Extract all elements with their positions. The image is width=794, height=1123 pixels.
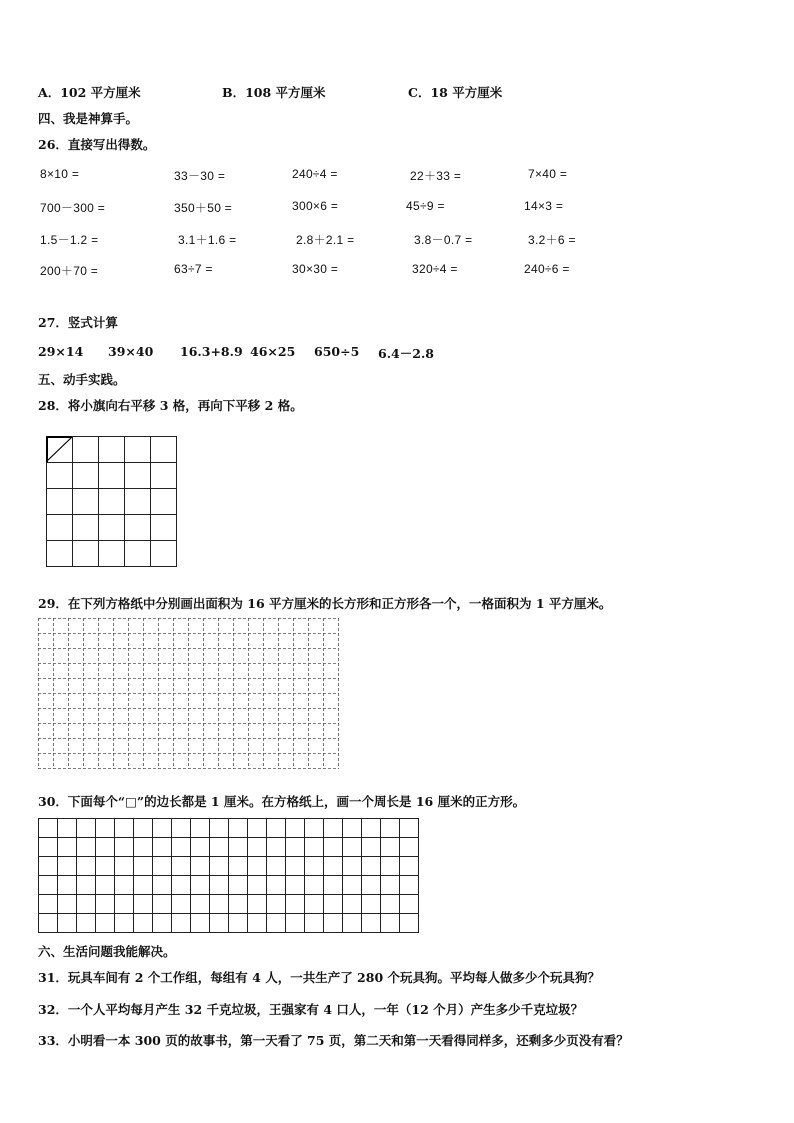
calc-item: 3.8－0.7 =	[414, 233, 473, 247]
q29-title: 29．在下列方格纸中分别画出面积为 16 平方厘米的长方形和正方形各一个，一格面积为 1 平方厘米。	[38, 596, 612, 611]
q33-text: 33．小明看一本 300 页的故事书，第一天看了 75 页，第二天和第一天看得同样多，还剩多少页没有看？	[38, 1033, 629, 1048]
flag-icon	[47, 437, 72, 462]
calc-item: 14×3 =	[524, 199, 564, 213]
section6-title: 六、生活问题我能解决。	[38, 944, 176, 959]
q28-grid-with-flag	[46, 436, 178, 568]
section5-title: 五、动手实践。	[38, 372, 126, 387]
calc-item: 700－300 =	[40, 201, 106, 215]
calc-item: 1.5－1.2 =	[40, 233, 99, 247]
q27-item: 16.3+8.9	[180, 344, 243, 359]
calc-item: 200＋70 =	[40, 264, 99, 278]
calc-item: 45÷9 =	[406, 199, 445, 213]
calc-item: 33－30 =	[174, 169, 226, 183]
calc-item: 300×6 =	[292, 199, 339, 213]
calc-item: 63÷7 =	[174, 262, 213, 276]
q26-title: 26．直接写出得数。	[38, 137, 156, 152]
calc-item: 320÷4 =	[412, 262, 458, 276]
q27-title: 27．竖式计算	[38, 315, 118, 330]
calc-item: 22＋33 =	[410, 169, 462, 183]
calc-item: 3.2＋6 =	[528, 233, 576, 247]
q27-item: 650÷5	[314, 344, 360, 359]
q27-item: 46×25	[250, 344, 296, 359]
calc-item: 7×40 =	[528, 167, 568, 181]
option-c: C．18 平方厘米	[408, 85, 503, 100]
q31-text: 31．玩具车间有 2 个工作组，每组有 4 人，一共生产了 280 个玩具狗。平均每人做多少个玩具狗？	[38, 970, 600, 985]
q27-item: 29×14	[38, 344, 84, 359]
calc-item: 30×30 =	[292, 262, 339, 276]
calc-item: 240÷6 =	[524, 262, 570, 276]
q32-text: 32．一个人平均每月产生 32 千克垃圾，王强家有 4 口人，一年（12 个月）产生多少千克垃圾？	[38, 1002, 584, 1017]
calc-item: 8×10 =	[40, 167, 80, 181]
calc-item: 240÷4 =	[292, 167, 338, 181]
q30-title: 30．下面每个“□”的边长都是 1 厘米。在方格纸上，画一个周长是 16 厘米的正方形。	[38, 794, 526, 809]
calc-item: 350＋50 =	[174, 201, 233, 215]
q30-square-grid	[38, 818, 420, 936]
q27-item: 39×40	[108, 344, 154, 359]
q28-title: 28．将小旗向右平移 3 格，再向下平移 2 格。	[38, 398, 303, 413]
section4-title: 四、我是神算手。	[38, 111, 139, 126]
calc-item: 2.8＋2.1 =	[296, 233, 355, 247]
option-b: B．108 平方厘米	[222, 85, 326, 100]
q29-dashed-grid	[38, 618, 340, 780]
calc-item: 3.1＋1.6 =	[178, 233, 237, 247]
option-a: A．102 平方厘米	[38, 85, 141, 100]
q27-item: 6.4－2.8	[378, 346, 434, 361]
